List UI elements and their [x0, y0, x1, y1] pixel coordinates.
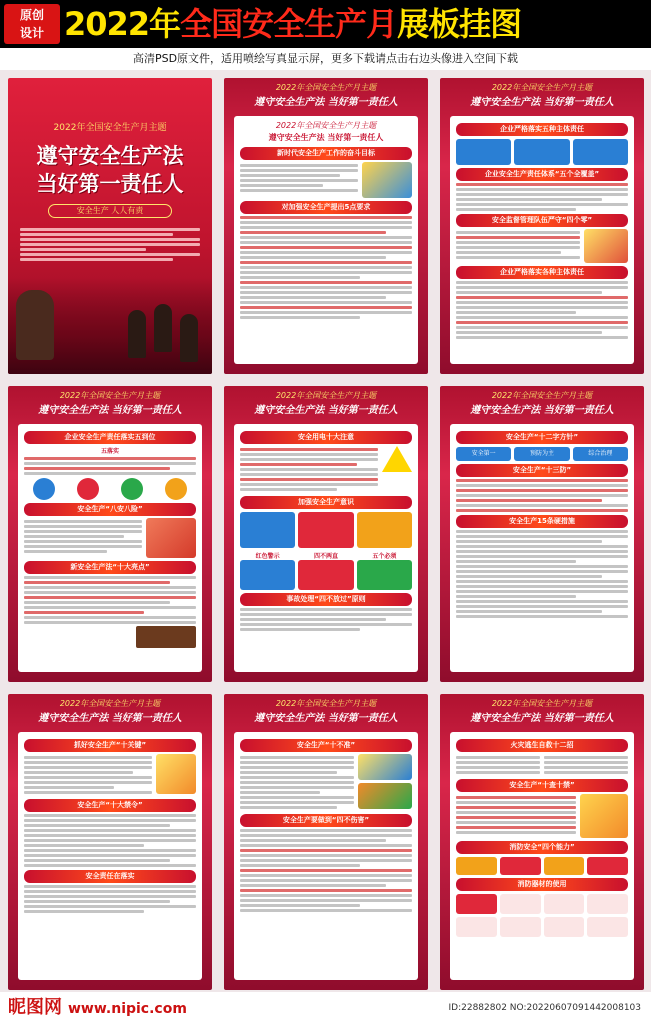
illustration-image [362, 162, 412, 198]
subsection-title: 四不两直 [313, 553, 338, 560]
gavel-image [136, 626, 196, 648]
main-title [64, 4, 648, 44]
principle-safety-first: 安全第一 [456, 447, 511, 461]
panel-heading: 2022年全国安全生产月主题 [59, 699, 161, 708]
section-title: 安全责任在落实 [24, 870, 196, 883]
image-id-text: ID:22882802 NO:20220607091442008103 [448, 1003, 641, 1013]
worker-silhouette [180, 314, 198, 362]
subsection-title: 五个必须 [372, 553, 397, 560]
title-tail: 展板挂图 [397, 5, 522, 43]
section-title: 安全用电十大注意 [240, 431, 412, 444]
cover-tagline: 安全生产 人人有责 [48, 204, 172, 218]
panel-heading: 2022年全国安全生产月主题 [491, 83, 593, 92]
section-title: 新时代安全生产工作的奋斗目标 [240, 147, 412, 160]
poster-panel-4[interactable] [8, 386, 212, 682]
panel-content [234, 116, 418, 364]
principle-prevention: 预防为主 [514, 447, 569, 461]
section-title: 企业安全生产责任落实五到位 [24, 431, 196, 444]
section-title: 新安全生产法“十大亮点” [24, 561, 196, 574]
illustration-image [358, 754, 412, 780]
panel-heading: 2022年全国安全生产月主题 [59, 391, 161, 400]
section-title: 消防器材的使用 [456, 878, 628, 891]
section-title: 事故处理“四不放过”原则 [240, 593, 412, 606]
panel-content [18, 424, 202, 672]
lion-statue-image [16, 290, 54, 360]
section-title: 安全生产“八安八险” [24, 503, 196, 516]
panel-content [234, 424, 418, 672]
badge-line-2: 设计 [19, 26, 44, 40]
panel-heading: 2022年全国安全生产月主题 [275, 699, 377, 708]
poster-panel-5[interactable] [224, 386, 428, 682]
cover-heading: 2022年全国安全生产月主题 [53, 123, 167, 133]
poster-panel-6[interactable] [440, 386, 644, 682]
section-title: 安全生产“十二字方针” [456, 431, 628, 444]
badge-line-1: 原创 [19, 8, 44, 22]
subsection-title: 红色警示 [255, 553, 280, 560]
poster-panel-3[interactable] [440, 78, 644, 374]
watermark [8, 995, 187, 1022]
panel-content [450, 732, 634, 980]
poster-grid [0, 70, 651, 992]
panel-content [234, 732, 418, 980]
watermark-url[interactable]: www.nipic.com [68, 1001, 187, 1017]
title-year: 2022年 [64, 5, 181, 43]
worker-illustration-image [156, 754, 196, 794]
panel-slogan: 遵守安全生产法 当好第一责任人 [38, 713, 182, 724]
panel-content [450, 116, 634, 364]
section-title: 安全监督管理队伍严守“四个零” [456, 214, 628, 227]
poster-panel-cover[interactable] [8, 78, 212, 374]
section-title: 抓好安全生产“十关键” [24, 739, 196, 752]
illustration-image [584, 229, 628, 263]
illustration-image [146, 518, 196, 558]
original-design-badge [4, 4, 60, 44]
worker-silhouette [154, 304, 172, 352]
worker-silhouette [128, 310, 146, 358]
subtitle: 高清PSD原文件，适用喷绘写真显示屏，更多下载请点击右边头像进入空间下载 [0, 48, 651, 70]
panel-inner-slogan: 遵守安全生产法 当好第一责任人 [268, 133, 384, 142]
section-title: 安全生产“十查十禁” [456, 779, 628, 792]
watermark-logo-text: 昵图网 [8, 997, 62, 1018]
panel-slogan: 遵守安全生产法 当好第一责任人 [38, 405, 182, 416]
panel-slogan: 遵守安全生产法 当好第一责任人 [254, 405, 398, 416]
illustration-image [358, 783, 412, 809]
panel-slogan: 遵守安全生产法 当好第一责任人 [470, 713, 614, 724]
panel-slogan: 遵守安全生产法 当好第一责任人 [470, 405, 614, 416]
panel-content [18, 732, 202, 980]
poster-panel-8[interactable] [224, 694, 428, 990]
section-title: 对加强安全生产提出5点要求 [240, 201, 412, 214]
poster-panel-2[interactable] [224, 78, 428, 374]
section-title: 企业严格落实五种主体责任 [456, 123, 628, 136]
cover-body-text [20, 226, 200, 286]
cover-slogan-line-2: 当好第一责任人 [36, 172, 184, 196]
cover-slogan-line-1: 遵守安全生产法 [36, 144, 184, 168]
cover-slogan [18, 142, 202, 198]
panel-content [450, 424, 634, 672]
section-title: 企业严格落实各种主体责任 [456, 266, 628, 279]
panel-inner-heading: 2022年全国安全生产月主题 [275, 121, 377, 130]
poster-panel-7[interactable] [8, 694, 212, 990]
poster-panel-9[interactable] [440, 694, 644, 990]
section-title: 加强安全生产意识 [240, 496, 412, 509]
principle-governance: 综合治理 [573, 447, 628, 461]
panel-heading: 2022年全国安全生产月主题 [491, 699, 593, 708]
section-title: 火灾逃生自救十二招 [456, 739, 628, 752]
section-title: 安全生产“十不准” [240, 739, 412, 752]
section-title: 消防安全“四个能力” [456, 841, 628, 854]
section-title: 安全生产15条硬措施 [456, 515, 628, 528]
footer-bar [0, 992, 651, 1024]
title-main: 全国安全生产月 [180, 5, 398, 43]
section-title: 安全生产“十三防” [456, 464, 628, 477]
panel-slogan: 遵守安全生产法 当好第一责任人 [254, 97, 398, 108]
subsection-title: 五落实 [100, 448, 119, 455]
panel-heading: 2022年全国安全生产月主题 [491, 391, 593, 400]
panel-slogan: 遵守安全生产法 当好第一责任人 [254, 713, 398, 724]
warning-sign-icon [382, 446, 412, 472]
section-title: 安全生产“十大禁令” [24, 799, 196, 812]
section-title: 企业安全生产责任体系“五个全覆盖” [456, 168, 628, 181]
panel-slogan: 遵守安全生产法 当好第一责任人 [470, 97, 614, 108]
header-bar [0, 0, 651, 48]
panel-heading: 2022年全国安全生产月主题 [275, 391, 377, 400]
section-title: 安全生产要做到“四不伤害” [240, 814, 412, 827]
panel-heading: 2022年全国安全生产月主题 [275, 83, 377, 92]
workers-illustration-image [580, 794, 628, 838]
